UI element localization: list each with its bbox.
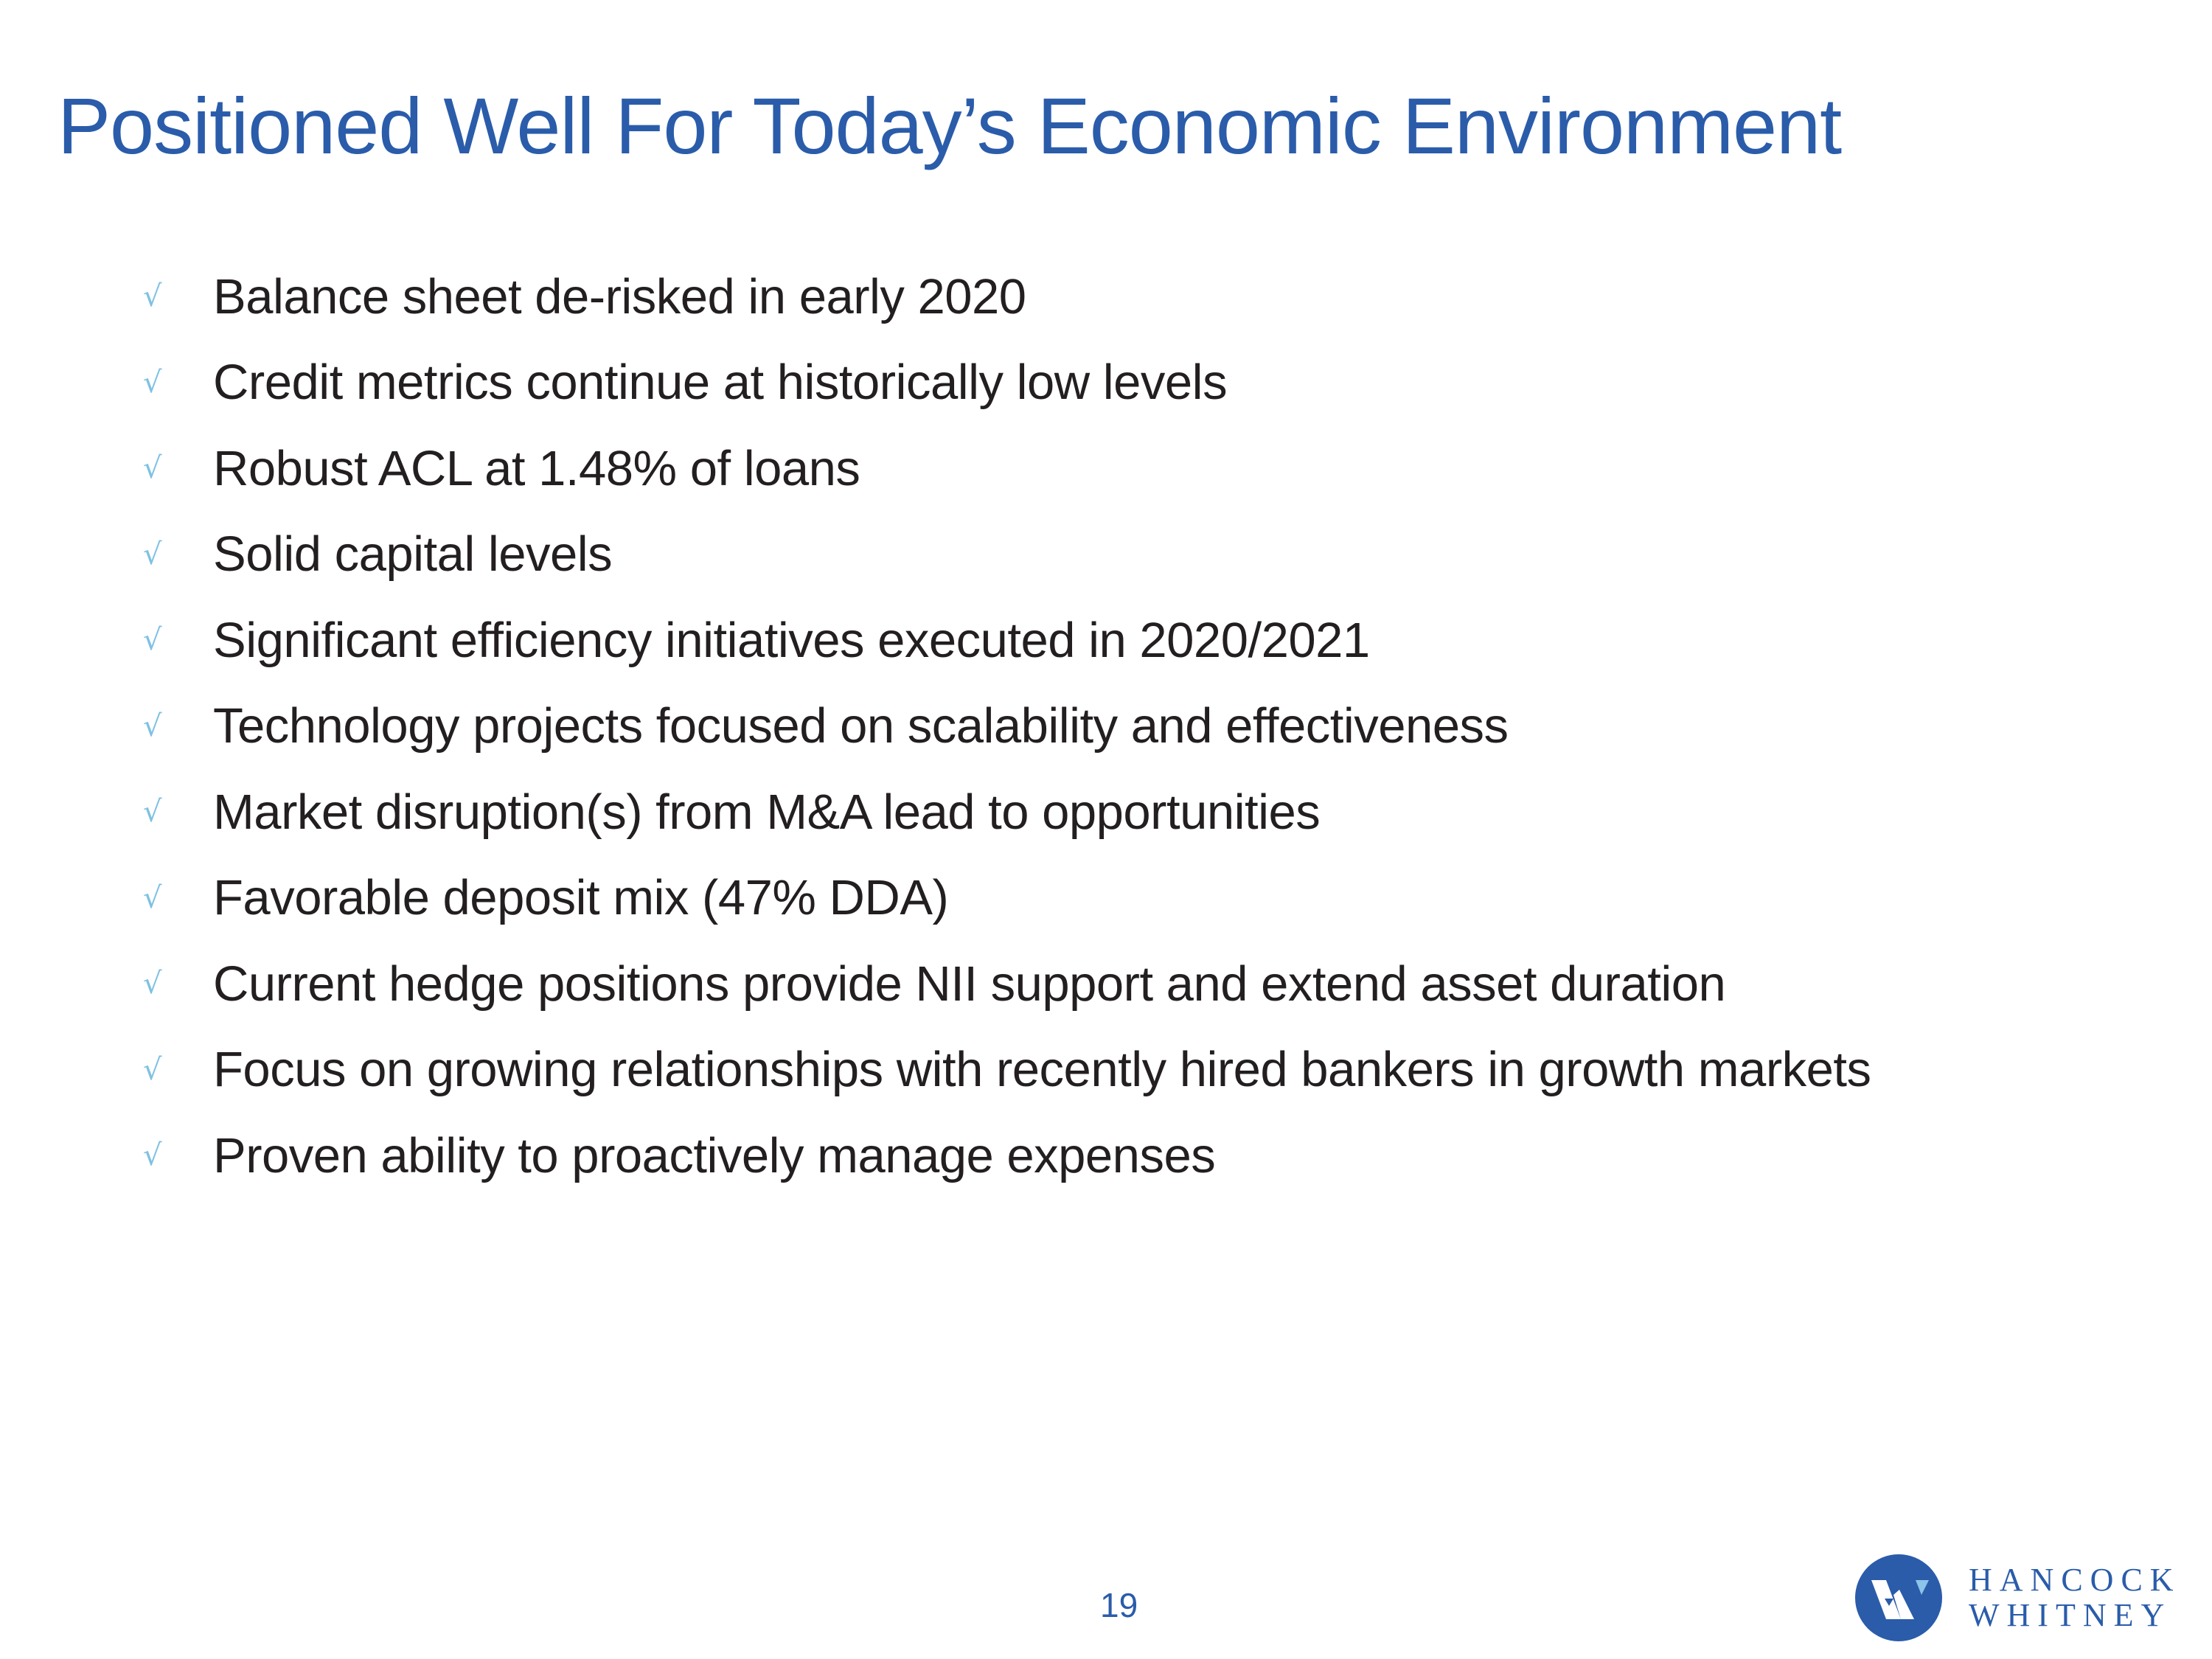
checkmark-icon: √ xyxy=(143,537,162,571)
bullet-item xyxy=(140,855,1871,942)
bullet-item xyxy=(140,1113,1871,1199)
logo-line-1: HANCOCK xyxy=(1969,1562,2181,1598)
bullet-list xyxy=(140,254,1871,1199)
checkmark-icon: √ xyxy=(143,279,162,314)
checkmark-icon: √ xyxy=(143,709,162,743)
hancock-whitney-logo-icon xyxy=(1855,1554,1942,1641)
bullet-item xyxy=(140,254,1871,340)
bullet-text: Favorable deposit mix (47% DDA) xyxy=(213,870,949,926)
checkmark-icon: √ xyxy=(143,623,162,658)
checkmark-icon: √ xyxy=(143,967,162,1001)
checkmark-icon: √ xyxy=(143,1052,162,1087)
bullet-text: Focus on growing relationships with recently hired bankers in growth markets xyxy=(213,1042,1871,1098)
bullet-text: Significant efficiency initiatives executed in 2020/2021 xyxy=(213,612,1370,668)
bullet-text: Proven ability to proactively manage expenses xyxy=(213,1127,1216,1183)
company-logo xyxy=(1855,1554,2181,1641)
slide-title: Positioned Well For Today’s Economic Environment xyxy=(58,81,1842,170)
bullet-text: Robust ACL at 1.48% of loans xyxy=(213,440,860,496)
bullet-text: Balance sheet de-risked in early 2020 xyxy=(213,268,1026,324)
bullet-text: Solid capital levels xyxy=(213,526,613,582)
bullet-item xyxy=(140,425,1871,512)
checkmark-icon: √ xyxy=(143,1138,162,1173)
page-number: 19 xyxy=(1100,1586,1138,1624)
checkmark-icon: √ xyxy=(143,451,162,486)
bullet-item xyxy=(140,597,1871,684)
checkmark-icon: √ xyxy=(143,795,162,830)
bullet-text: Technology projects focused on scalability and effectiveness xyxy=(213,698,1509,754)
bullet-item xyxy=(140,340,1871,426)
bullet-text: Current hedge positions provide NII support and extend asset duration xyxy=(213,956,1726,1012)
checkmark-icon: √ xyxy=(143,365,162,400)
bullet-text: Market disruption(s) from M&A lead to opportunities xyxy=(213,784,1321,840)
logo-line-2: WHITNEY xyxy=(1969,1597,2172,1633)
bullet-item xyxy=(140,512,1871,598)
bullet-item xyxy=(140,769,1871,855)
checkmark-icon: √ xyxy=(143,880,162,915)
bullet-item xyxy=(140,684,1871,770)
bullet-item xyxy=(140,1027,1871,1113)
logo-wordmark xyxy=(1969,1562,2181,1633)
bullet-text: Credit metrics continue at historically low levels xyxy=(213,355,1228,411)
bullet-item xyxy=(140,941,1871,1027)
